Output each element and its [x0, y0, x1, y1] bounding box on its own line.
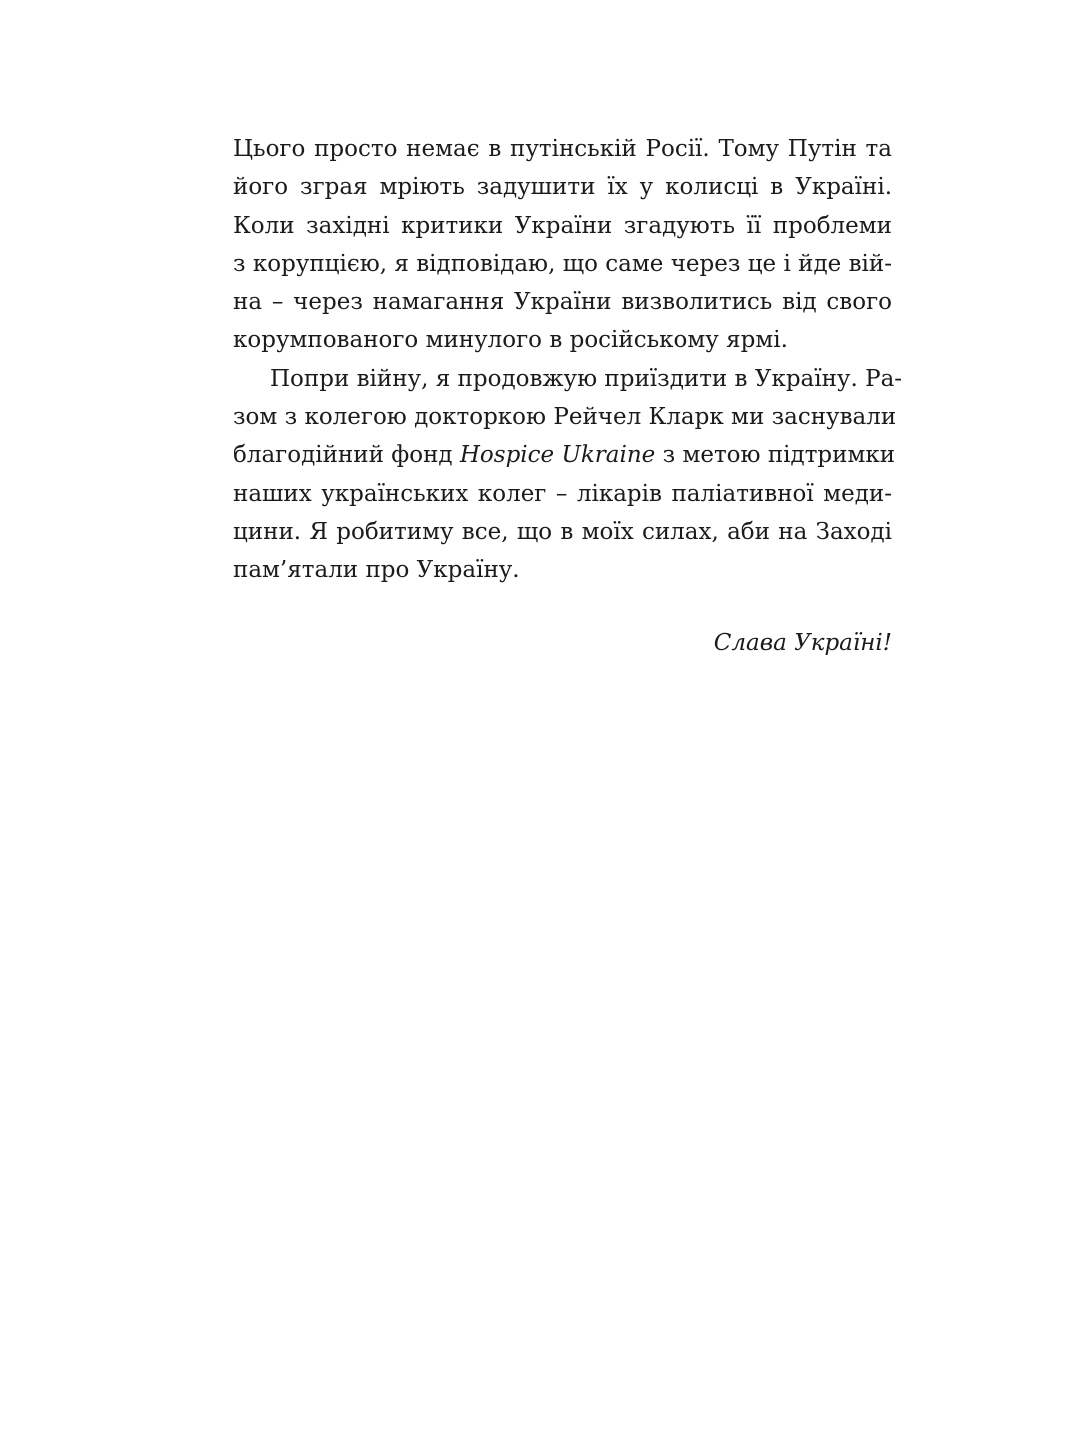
text-block — [233, 130, 903, 662]
text-line: цини. Я робитиму все, що в моїх силах, аби на Заході — [233, 518, 892, 545]
text-line: корумпованого минулого в російському ярмі. — [233, 327, 788, 354]
text-line: наших українських колег – лікарів паліативної меди- — [233, 480, 892, 507]
text-line: зом з колегою докторкою Рейчел Кларк ми заснували — [233, 404, 897, 431]
foundation-name: Hospice Ukraine — [459, 442, 656, 469]
text-line: з корупцією, я відповідаю, що саме через це і йде вій- — [233, 250, 892, 277]
text-line: Коли західні критики України згадують її проблеми — [233, 212, 892, 239]
text-line: на – через намагання України визволитись від свого — [233, 289, 892, 316]
text-line: Попри війну, я продовжую приїздити в Україну. Ра- — [270, 365, 903, 392]
text-segment: благодійний фонд — [233, 442, 453, 469]
text-line: його зграя мріють задушити їх у колисці в Україні. — [233, 174, 892, 201]
text-line — [233, 436, 896, 474]
text-line: пам’ятали про Україну. — [233, 557, 520, 584]
text-line: Цього просто немає в путінській Росії. Тому Путін та — [233, 136, 892, 162]
closing-slogan: Слава Україні! — [713, 629, 892, 656]
text-segment: з метою підтримки — [662, 442, 896, 469]
